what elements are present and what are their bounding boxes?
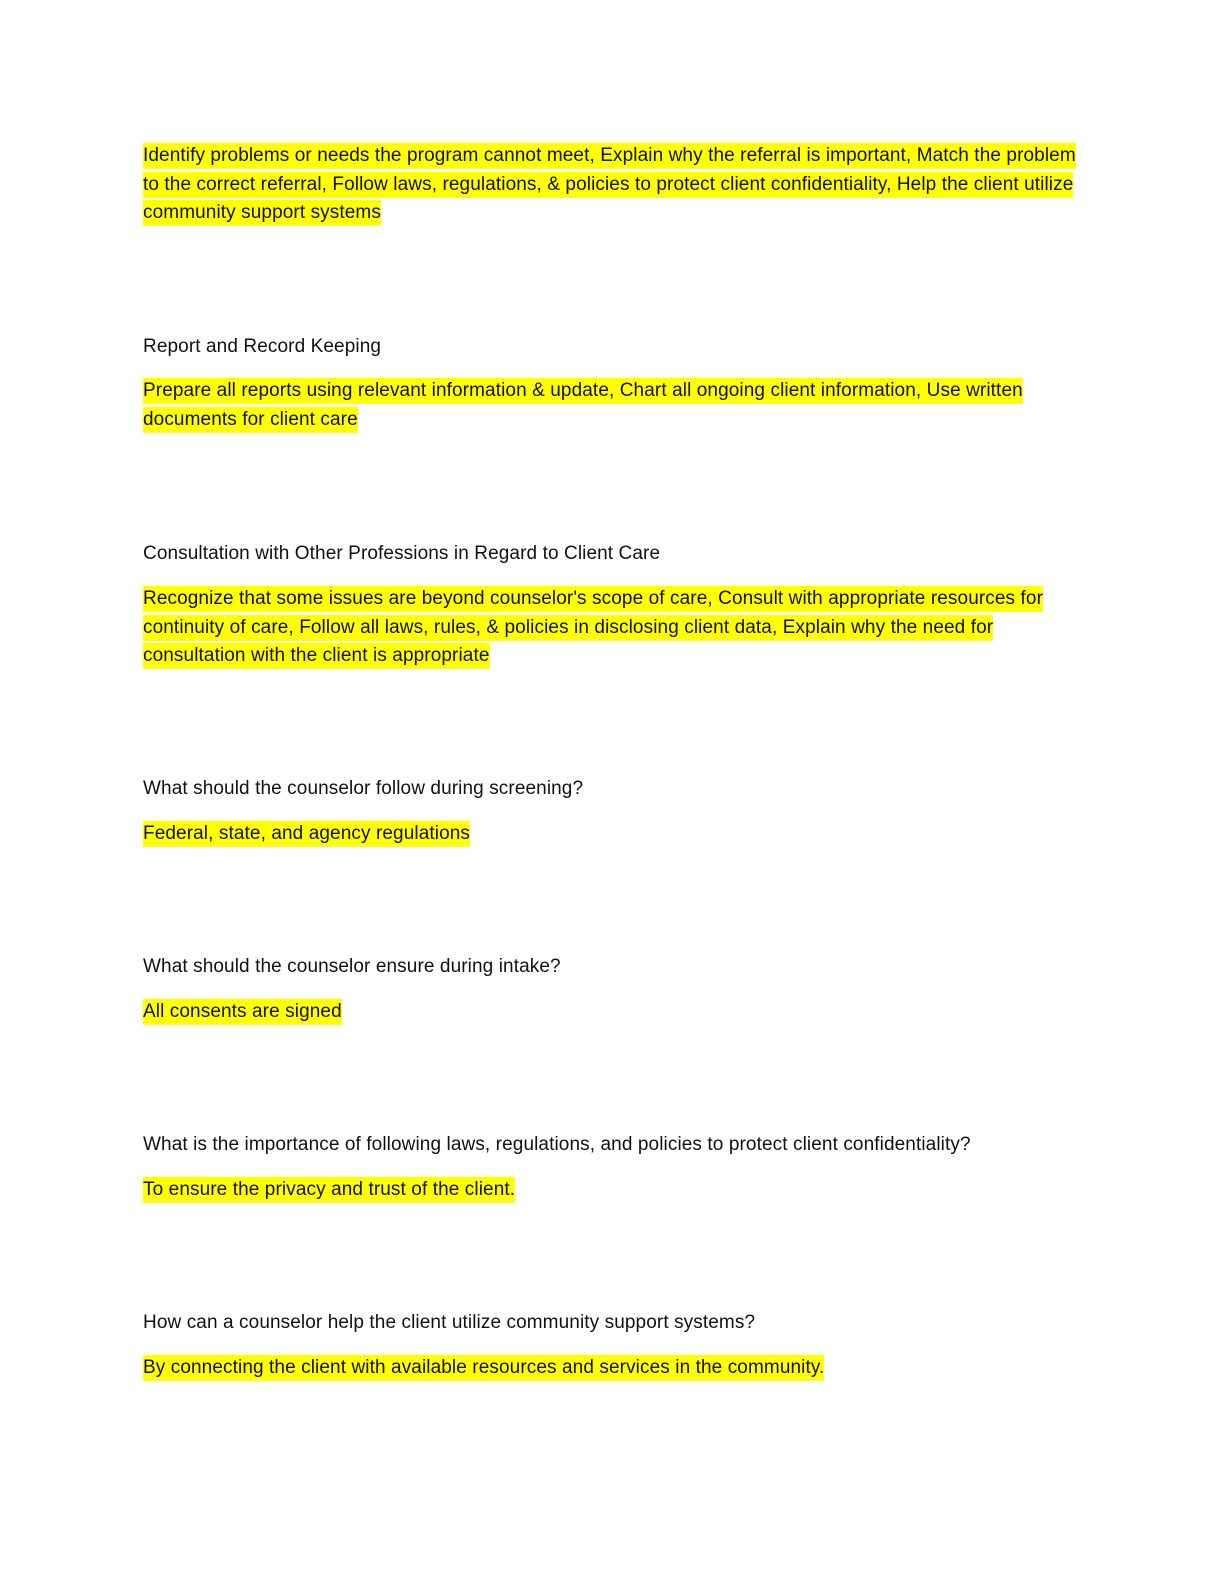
highlighted-text: Identify problems or needs the program cannot meet, Explain why the referral is important, Match the problem to the correct referral, Follow laws, regulations, & policies to protect client confidentiality, Help the client utilize community support systems [143, 143, 1076, 226]
highlighted-text: All consents are signed [143, 999, 342, 1025]
answer-referral-steps [143, 142, 1083, 228]
highlighted-text: By connecting the client with available resources and services in the community. [143, 1355, 824, 1381]
highlighted-text: To ensure the privacy and trust of the client. [143, 1177, 515, 1203]
heading-report-record-keeping: Report and Record Keeping [143, 336, 382, 357]
answer-screening [143, 820, 1083, 849]
answer-consultation [143, 585, 1083, 671]
highlighted-text: Federal, state, and agency regulations [143, 821, 470, 847]
answer-community-support [143, 1354, 1083, 1383]
answer-intake [143, 998, 1083, 1027]
question-screening: What should the counselor follow during screening? [143, 778, 584, 799]
highlighted-text: Prepare all reports using relevant information & update, Chart all ongoing client information, Use written documents for client care [143, 378, 1023, 433]
heading-consultation: Consultation with Other Professions in Regard to Client Care [143, 543, 661, 564]
answer-report-record-keeping [143, 377, 1083, 434]
highlighted-text: Recognize that some issues are beyond counselor's scope of care, Consult with appropriate resources for continuity of care, Follow all laws, rules, & policies in disclosing client data, Explain why the need for consultation with the client is appropriate [143, 586, 1043, 669]
question-confidentiality: What is the importance of following laws, regulations, and policies to protect client confidentiality? [143, 1134, 971, 1155]
question-intake: What should the counselor ensure during intake? [143, 956, 561, 977]
question-community-support: How can a counselor help the client utilize community support systems? [143, 1312, 756, 1333]
answer-confidentiality [143, 1176, 1083, 1205]
